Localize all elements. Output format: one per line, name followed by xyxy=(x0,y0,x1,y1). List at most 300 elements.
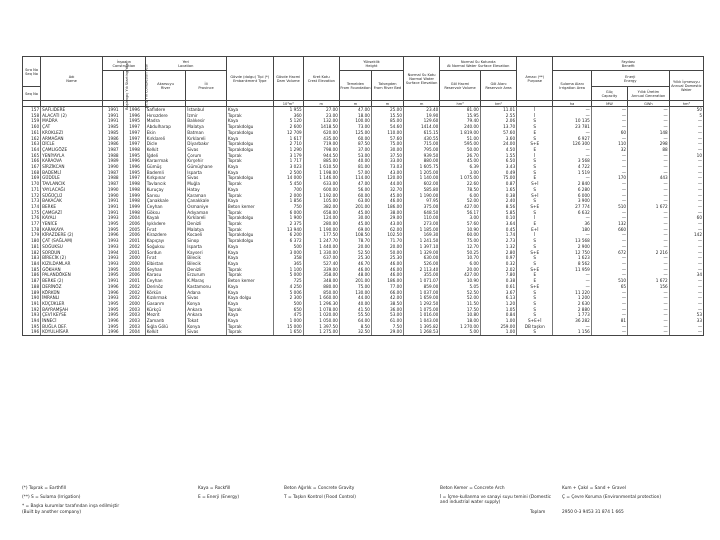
cell-start: 1994 xyxy=(103,250,124,256)
cell-area: 0.38 xyxy=(480,193,516,199)
header-river: Akarsuyu River xyxy=(145,71,186,101)
cell-nwl: 939.50 xyxy=(404,153,440,159)
cell-ws: — xyxy=(669,301,703,307)
cell-gen: — xyxy=(628,244,670,250)
cell-end: 2003 xyxy=(124,318,145,324)
cell-type: Toprak xyxy=(226,307,273,313)
cell-purpose: S+E xyxy=(517,284,553,290)
cell-crest: 435.00 xyxy=(303,136,339,142)
cell-gen: — xyxy=(628,107,670,113)
cell-river: Karasu xyxy=(145,272,186,278)
cell-fnd: 108.50 xyxy=(339,232,371,238)
cell-cap: 110 xyxy=(591,141,627,147)
cell-fnd: 44.00 xyxy=(339,295,371,301)
cell-area: 57.60 xyxy=(480,130,516,136)
cell-name: SOĞUKSU xyxy=(41,244,103,250)
cell-name: GÜDÜLE xyxy=(41,175,103,181)
cell-purpose: S xyxy=(517,198,553,204)
cell-ws: — xyxy=(669,141,703,147)
cell-nwl: 1 329.00 xyxy=(404,250,440,256)
cell-nwl: 1 037.00 xyxy=(404,290,440,296)
cell-ws: — xyxy=(669,324,703,330)
cell-res: 56.17 xyxy=(440,210,481,216)
cell-riv: 77.00 xyxy=(371,284,403,290)
cell-no: 183 xyxy=(23,255,41,261)
cell-river: Elbistan xyxy=(145,261,186,267)
cell-fnd: 63.00 xyxy=(339,198,371,204)
cell-fnd: 55.50 xyxy=(339,312,371,318)
cell-fnd: 20.00 xyxy=(339,244,371,250)
cell-type: Kaya xyxy=(226,198,273,204)
cell-crest: 944.50 xyxy=(303,153,339,159)
cell-purpose: S+E xyxy=(517,141,553,147)
cell-crest: 798.00 xyxy=(303,147,339,153)
cell-name: KOYULHİSAR xyxy=(41,329,103,335)
cell-river: Gümüş xyxy=(145,164,186,170)
cell-province: Sivas xyxy=(186,295,227,301)
cell-crest: 1 146.00 xyxy=(303,175,339,181)
cell-vol: 1 856 xyxy=(273,198,303,204)
cell-no: 165 xyxy=(23,153,41,159)
cell-nwl: 1 205.00 xyxy=(404,170,440,176)
unit-lake-volume: hm³ xyxy=(440,101,481,107)
cell-fnd: 45.00 xyxy=(339,210,371,216)
cell-area: 0.32 xyxy=(480,261,516,267)
cell-crest: 132.00 xyxy=(303,118,339,124)
cell-area: 1.05 xyxy=(480,307,516,313)
cell-ws: — xyxy=(669,170,703,176)
cell-purpose: E+İ xyxy=(517,227,553,233)
cell-purpose: S xyxy=(517,187,553,193)
cell-purpose: S xyxy=(517,329,553,335)
cell-irr: 8 562 xyxy=(553,261,591,267)
cell-res: 75.00 xyxy=(440,238,481,244)
cell-cap: — xyxy=(591,136,627,142)
cell-type: Toprak xyxy=(226,324,273,330)
cell-end: 1997 xyxy=(124,124,145,130)
cell-vol: 3 023 xyxy=(273,164,303,170)
cell-end: 1998 xyxy=(124,147,145,153)
cell-riv: 7.50 xyxy=(371,324,403,330)
cell-purpose: DB taşkın xyxy=(517,324,553,330)
cell-res: 17.50 xyxy=(440,307,481,313)
cell-name: ÇAMLIGÖZE xyxy=(41,147,103,153)
header-benefit: Faydası Benefit xyxy=(553,57,704,71)
cell-type: Toprak xyxy=(226,221,273,227)
cell-no: 170 xyxy=(23,181,41,187)
cell-province: Kocaeli xyxy=(186,232,227,238)
cell-province: Çanakkale xyxy=(186,198,227,204)
cell-gen: — xyxy=(628,193,670,199)
cell-nwl: 1 395.82 xyxy=(404,324,440,330)
cell-area: 13.70 xyxy=(480,124,516,130)
cell-cap: — xyxy=(591,124,627,130)
total-values: 2950 0-3 9453 31 874 1 665 xyxy=(562,510,624,515)
cell-vol: 360 xyxy=(273,113,303,119)
header-province: İli Province xyxy=(186,71,227,101)
cell-vol: 1 290 xyxy=(273,147,303,153)
cell-gen: — xyxy=(628,170,670,176)
cell-name: ARMAĞAN xyxy=(41,136,103,142)
cell-cap: — xyxy=(591,215,627,221)
cell-gen: 2 216 xyxy=(628,250,670,256)
cell-res: 1 819.00 xyxy=(440,130,481,136)
cell-vol: 5 006 xyxy=(273,290,303,296)
cell-res: 6.00 xyxy=(440,193,481,199)
cell-type: Toprak xyxy=(226,158,273,164)
cell-vol: 1 617 xyxy=(273,136,303,142)
cell-riv: 53.00 xyxy=(371,312,403,318)
cell-fnd: 46.70 xyxy=(339,261,371,267)
cell-ws: — xyxy=(669,278,703,284)
cell-no: 190 xyxy=(23,295,41,301)
cell-irr: 23 781 xyxy=(553,124,591,130)
cell-crest: 719.00 xyxy=(303,141,339,147)
cell-end: 1996 xyxy=(124,113,145,119)
cell-nwl: 880.00 xyxy=(404,158,440,164)
cell-no: 196 xyxy=(23,329,41,335)
cell-nwl: 602.00 xyxy=(404,181,440,187)
cell-crest: 1 660.00 xyxy=(303,295,339,301)
cell-res: 6.39 xyxy=(440,164,481,170)
cell-ws: 5 xyxy=(669,113,703,119)
cell-purpose: İ xyxy=(517,232,553,238)
cell-irr: 36 xyxy=(553,221,591,227)
cell-no: 180 xyxy=(23,238,41,244)
cell-start: 1993 xyxy=(103,255,124,261)
cell-riv: 102.50 xyxy=(371,232,403,238)
cell-type: Toprak xyxy=(226,153,273,159)
cell-river: Kuruçay xyxy=(145,187,186,193)
cell-name: KÖRKÜN xyxy=(41,290,103,296)
cell-crest: 1418.50 xyxy=(303,124,339,130)
cell-river: Bademli xyxy=(145,170,186,176)
cell-no: 181 xyxy=(23,244,41,250)
cell-name: BADEMLİ xyxy=(41,170,103,176)
cell-nwl: 1 397.10 xyxy=(404,244,440,250)
cell-river: Sığla Gölü xyxy=(145,324,186,330)
cell-end: 1996 xyxy=(124,158,145,164)
cell-name: GÖKHAN xyxy=(41,267,103,273)
unit-capacity: MW xyxy=(591,101,627,107)
cell-res: 10.80 xyxy=(440,312,481,318)
cell-vol: 14 000 xyxy=(273,175,303,181)
cell-area: 2.02 xyxy=(480,267,516,273)
cell-fnd: 47.00 xyxy=(339,181,371,187)
cell-type: Kaya xyxy=(226,284,273,290)
cell-ws: — xyxy=(669,227,703,233)
cell-end: 2006 xyxy=(124,221,145,227)
note-flood: T = Taşkın Kontrol (Flood Control) xyxy=(284,495,356,500)
cell-irr: 3 900 xyxy=(553,198,591,204)
cell-crest: 27.00 xyxy=(303,107,339,113)
cell-river: Fırat xyxy=(145,255,186,261)
cell-fnd: 60.00 xyxy=(339,193,371,199)
cell-river: Soğuksu xyxy=(145,244,186,250)
cell-area: 1.74 xyxy=(480,232,516,238)
cell-river: Kürkçü xyxy=(145,307,186,313)
cell-no: 175 xyxy=(23,210,41,216)
cell-irr: 1 200 xyxy=(553,295,591,301)
cell-no: 178 xyxy=(23,227,41,233)
cell-gen: — xyxy=(628,158,670,164)
cell-nwl: 630.00 xyxy=(404,255,440,261)
cell-gen: — xyxy=(628,113,670,119)
cell-start: 1993 xyxy=(103,295,124,301)
cell-start: 1995 xyxy=(103,267,124,273)
cell-irr: 2 900 xyxy=(553,244,591,250)
cell-riv: 38.00 xyxy=(371,210,403,216)
cell-start: 1996 xyxy=(103,284,124,290)
cell-no: 158 xyxy=(23,113,41,119)
cell-cap: 132 xyxy=(591,221,627,227)
cell-nwl: 169.30 xyxy=(404,232,440,238)
cell-area: 0.45 xyxy=(480,227,516,233)
cell-riv: 32.70 xyxy=(371,187,403,193)
cell-purpose: S+İ xyxy=(517,181,553,187)
cell-fnd: 40.00 xyxy=(339,158,371,164)
cell-cap: — xyxy=(591,255,627,261)
cell-nwl: 97.95 xyxy=(404,198,440,204)
cell-cap: 672 xyxy=(591,250,627,256)
cell-area: 4.50 xyxy=(480,147,516,153)
cell-ws: 33 xyxy=(669,318,703,324)
cell-river: Kırkpınar xyxy=(145,175,186,181)
cell-type: Toprakdolgu xyxy=(226,232,273,238)
cell-river: Hırsızdere xyxy=(145,113,186,119)
cell-purpose: S xyxy=(517,136,553,142)
cell-start: 1990 xyxy=(103,187,124,193)
cell-irr: 1 623 xyxy=(553,255,591,261)
cell-no: 177 xyxy=(23,221,41,227)
cell-cap: — xyxy=(591,301,627,307)
cell-no: 171 xyxy=(23,187,41,193)
note-domestic: İ = İçme-kullanma ve sanayi suyu temini (Domestic and industrial water supply) xyxy=(440,495,552,505)
header-seq-no-en: Seq No xyxy=(23,87,41,101)
header-normal-level: Normal Su Kotu Normal Water Surface Elevation xyxy=(404,57,440,101)
cell-irr: 126 300 xyxy=(553,141,591,147)
cell-nwl: 1 043.00 xyxy=(404,318,440,324)
cell-crest: 1 050.00 xyxy=(303,318,339,324)
cell-area: 2.80 xyxy=(480,250,516,256)
cell-irr: — xyxy=(553,272,591,278)
cell-province: Bilecik xyxy=(186,261,227,267)
cell-vol: 358 xyxy=(273,255,303,261)
note-arch: Beton Kemer = Concrete Arch xyxy=(440,486,505,491)
cell-vol: 2 600 xyxy=(273,124,303,130)
cell-crest: 1 192.00 xyxy=(303,193,339,199)
dam-rows xyxy=(23,107,704,336)
cell-res: 240.00 xyxy=(440,124,481,130)
dam-inventory-sheet xyxy=(22,56,704,484)
cell-cap: 510 xyxy=(591,278,627,284)
cell-start: 1995 xyxy=(103,312,124,318)
cell-name: ÇAT (SAĞLAM) xyxy=(41,238,103,244)
cell-area: 24.00 xyxy=(480,141,516,147)
cell-crest: 885.00 xyxy=(303,158,339,164)
cell-crest: 1 020.00 xyxy=(303,312,339,318)
cell-no: 164 xyxy=(23,147,41,153)
cell-province: Ankara xyxy=(186,307,227,313)
cell-no: 176 xyxy=(23,215,41,221)
cell-irr: — xyxy=(553,107,591,113)
note-earthfill: (*) Toprak = Earthfill xyxy=(22,486,66,491)
cell-name: BUĞLA DEF. xyxy=(41,324,103,330)
cell-purpose: S xyxy=(517,158,553,164)
cell-gen: — xyxy=(628,307,670,313)
cell-end: 2000 xyxy=(124,261,145,267)
cell-irr: — xyxy=(553,278,591,284)
unit-foundation: m xyxy=(339,101,371,107)
cell-type: Kaya xyxy=(226,107,273,113)
cell-cap: 32 xyxy=(591,147,627,153)
cell-irr: 12 750 xyxy=(553,250,591,256)
cell-crest: 527.40 xyxy=(303,261,339,267)
cell-crest: 339.00 xyxy=(303,267,339,273)
cell-end: 2000 xyxy=(124,255,145,261)
cell-riv: 85.00 xyxy=(371,118,403,124)
cell-type: Kaya xyxy=(226,255,273,261)
cell-end: 1999 xyxy=(124,204,145,210)
cell-res: 57.60 xyxy=(440,221,481,227)
cell-riv: 75.00 xyxy=(371,141,403,147)
header-annual-generation: Yıllık Üretim Annual Generation xyxy=(628,87,670,101)
cell-ws: — xyxy=(669,238,703,244)
cell-end: 1996 xyxy=(124,164,145,170)
cell-province: Osmaniye xyxy=(186,204,227,210)
cell-no: 191 xyxy=(23,301,41,307)
cell-cap: — xyxy=(591,153,627,159)
cell-nwl: 2 113.40 xyxy=(404,267,440,273)
cell-fnd: 69.00 xyxy=(339,227,371,233)
cell-area: 2.55 xyxy=(480,113,516,119)
cell-nwl: 19.90 xyxy=(404,113,440,119)
cell-cap: — xyxy=(591,210,627,216)
header-seq-no: Sıra No Seq No xyxy=(23,57,41,87)
cell-riv: 20.00 xyxy=(371,244,403,250)
cell-name: PALANDÖKEN xyxy=(41,272,103,278)
cell-purpose: E xyxy=(517,130,553,136)
cell-res: 45.00 xyxy=(440,158,481,164)
cell-name: ÇAT xyxy=(41,124,103,130)
cell-type: Beton kemer xyxy=(226,278,273,284)
cell-fnd: 125.00 xyxy=(339,130,371,136)
cell-river: Mezrit xyxy=(145,312,186,318)
cell-river: Derinöz xyxy=(145,284,186,290)
cell-gen: — xyxy=(628,232,670,238)
cell-irr: 1 773 xyxy=(553,312,591,318)
cell-gen: 1 672 xyxy=(628,278,670,284)
cell-vol: 475 xyxy=(273,312,303,318)
cell-name: MADRA xyxy=(41,118,103,124)
cell-fnd: 45.00 xyxy=(339,221,371,227)
cell-cap: — xyxy=(591,307,627,313)
cell-name: ÇAMGAZİ xyxy=(41,210,103,216)
cell-res: 1 270.00 xyxy=(440,324,481,330)
cell-gen: — xyxy=(628,290,670,296)
cell-area: 1.20 xyxy=(480,301,516,307)
cell-area: 0.38 xyxy=(480,278,516,284)
cell-area: 8.56 xyxy=(480,204,516,210)
cell-province: İstanbul xyxy=(186,107,227,113)
cell-cap: 81 xyxy=(591,318,627,324)
header-purpose: Amacı (**) Purpose xyxy=(517,57,553,101)
cell-start: 1991 xyxy=(103,107,124,113)
cell-province: Konya xyxy=(186,301,227,307)
cell-riv: 42.00 xyxy=(371,295,403,301)
cell-start: 1996 xyxy=(103,290,124,296)
cell-end: 1995 xyxy=(124,153,145,159)
cell-riv: 30.00 xyxy=(371,147,403,153)
cell-crest: 358.00 xyxy=(303,272,339,278)
cell-type: Toprakdolgu xyxy=(226,124,273,130)
cell-nwl: 1 605.75 xyxy=(404,164,440,170)
cell-gen: — xyxy=(628,181,670,187)
cell-vol: 12 709 xyxy=(273,130,303,136)
cell-fnd: 57.00 xyxy=(339,170,371,176)
header-normal-reservoir: Normal Su Kotunda At Normal Water Surface Elevation xyxy=(440,57,517,71)
cell-river: Kelkit xyxy=(145,147,186,153)
table-row xyxy=(23,329,704,335)
cell-gen: — xyxy=(628,312,670,318)
cell-crest: 382.00 xyxy=(303,204,339,210)
cell-irr: — xyxy=(553,113,591,119)
cell-area: 1.55 xyxy=(480,153,516,159)
cell-purpose: S xyxy=(517,124,553,130)
cell-res: 5.00 xyxy=(440,329,481,335)
cell-vol: 2 000 xyxy=(273,193,303,199)
cell-end: 2002 xyxy=(124,290,145,296)
cell-vol: 13 940 xyxy=(273,227,303,233)
cell-ws: — xyxy=(669,307,703,313)
cell-province: Denizli xyxy=(186,267,227,273)
cell-area: 1.00 xyxy=(480,318,516,324)
cell-purpose: S xyxy=(517,301,553,307)
cell-area: 11.01 xyxy=(480,107,516,113)
unit-volume: 10³m³ xyxy=(273,101,303,107)
header-energy: Enerji Energy xyxy=(591,71,669,87)
cell-type: Toprak xyxy=(226,272,273,278)
cell-crest: 880.00 xyxy=(303,284,339,290)
cell-riv: 186.00 xyxy=(371,278,403,284)
cell-crest: 1 078.00 xyxy=(303,307,339,313)
cell-res: 595.00 xyxy=(440,141,481,147)
cell-name: SAFLIDERE xyxy=(41,107,103,113)
cell-end: 1998 xyxy=(124,181,145,187)
cell-riv: 62.00 xyxy=(371,227,403,233)
cell-no: 157 xyxy=(23,107,41,113)
cell-river: Fırat xyxy=(145,227,186,233)
note-irrigation: (**) S = Sulama (Irrigation) xyxy=(22,495,81,500)
cell-purpose: S xyxy=(517,170,553,176)
cell-nwl: 795.00 xyxy=(404,147,440,153)
cell-nwl: 1 075.00 xyxy=(404,307,440,313)
cell-ws: — xyxy=(669,244,703,250)
cell-river: Ceyhan xyxy=(145,204,186,210)
header-name: Adı Name xyxy=(41,57,103,101)
cell-area: 6.13 xyxy=(480,295,516,301)
cell-riv: 43.00 xyxy=(371,221,403,227)
cell-no: 187 xyxy=(23,278,41,284)
cell-type: Toprak xyxy=(226,113,273,119)
cell-river: Göksu xyxy=(145,210,186,216)
cell-name: KARAOVA xyxy=(41,158,103,164)
cell-gen: — xyxy=(628,136,670,142)
cell-nwl: 375.00 xyxy=(404,204,440,210)
cell-purpose: E xyxy=(517,272,553,278)
cell-type: Toprak xyxy=(226,210,273,216)
cell-gen: 443 xyxy=(628,175,670,181)
